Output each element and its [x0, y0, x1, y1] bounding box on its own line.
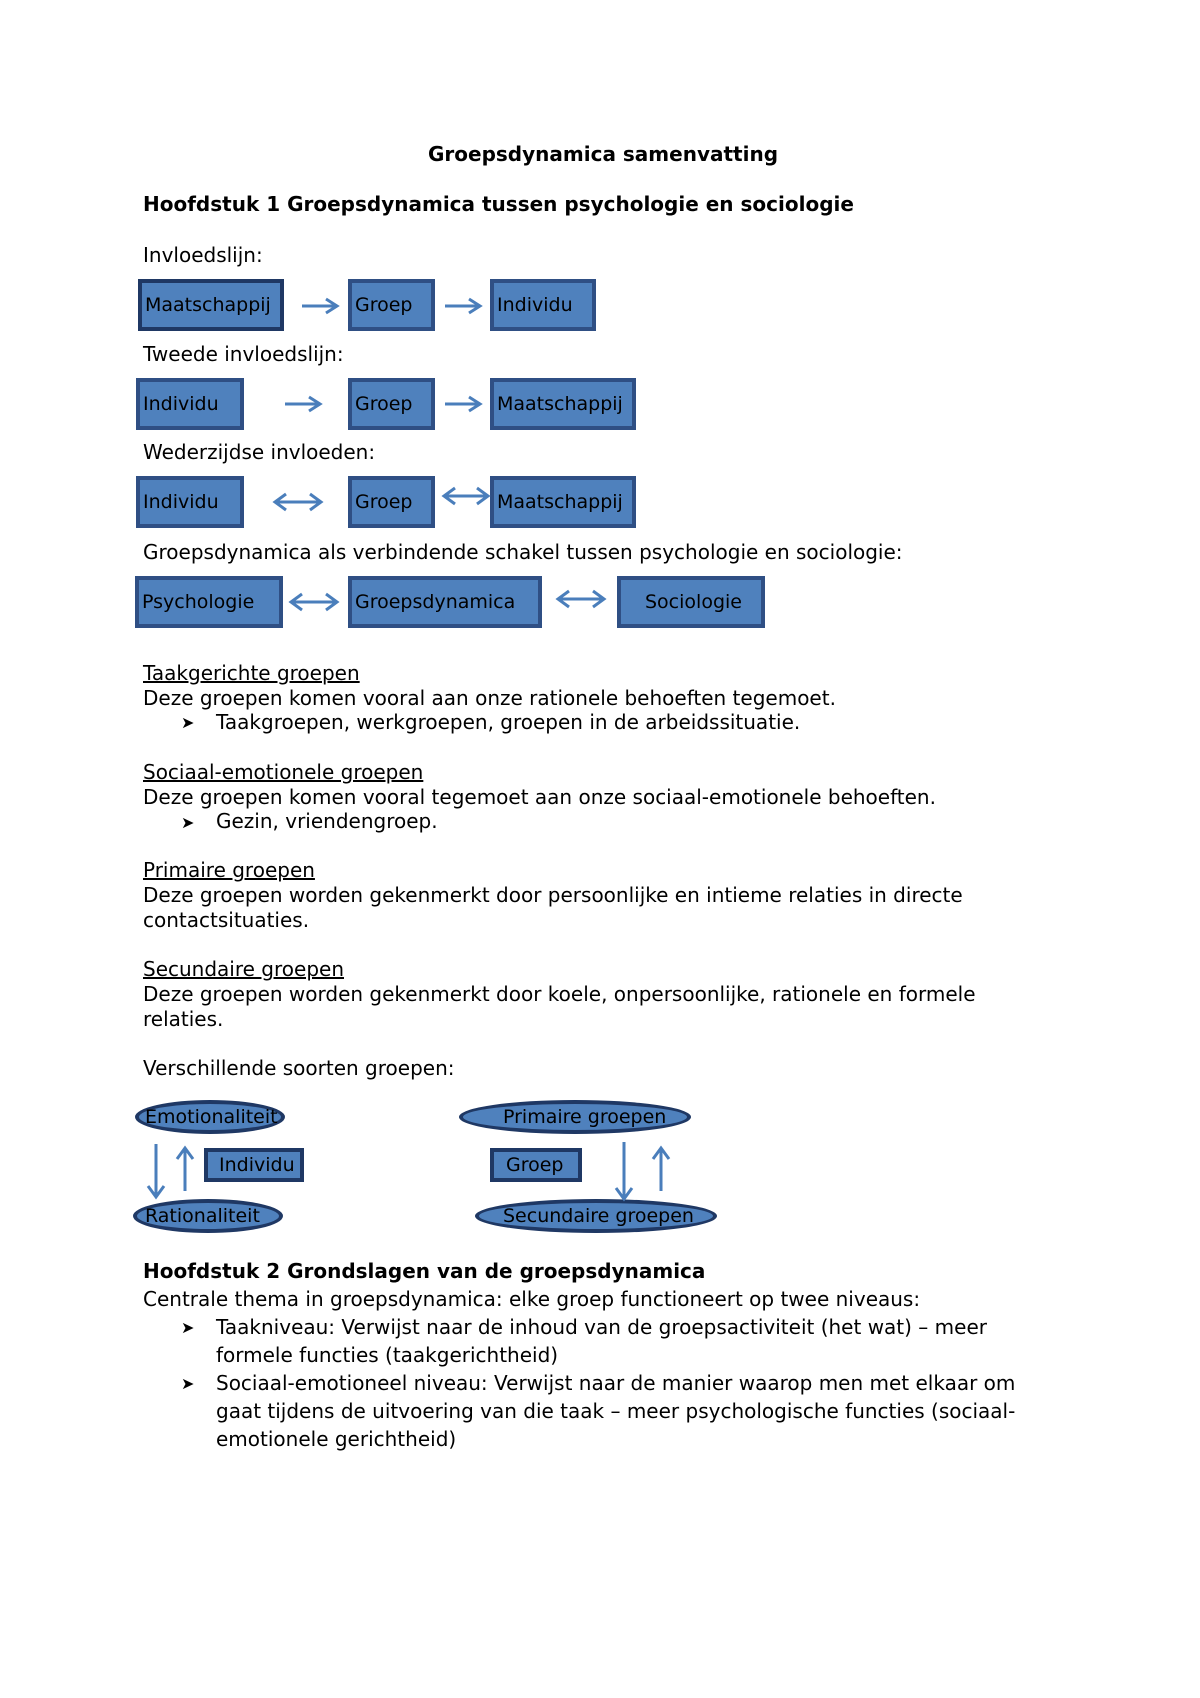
section-heading: Primaire groepen: [143, 858, 315, 882]
double-arrow-icon: [272, 491, 324, 513]
section-heading: Taakgerichte groepen: [143, 661, 360, 685]
right-arrow-icon: [300, 296, 340, 316]
right-arrow-icon: [283, 394, 323, 414]
section-heading: Secundaire groepen: [143, 957, 344, 981]
double-arrow-icon: [288, 591, 340, 613]
bullet-text-continued: emotionele gerichtheid): [216, 1427, 457, 1451]
group-types-label: Verschillende soorten groepen:: [143, 1056, 455, 1080]
section-text: contactsituaties.: [143, 908, 310, 932]
box-individu: Individu: [136, 476, 244, 528]
section-text: Deze groepen worden gekenmerkt door koele, onpersoonlijke, rationele en formele: [143, 982, 976, 1006]
chapter-2-intro: Centrale thema in groepsdynamica: elke groep functioneert op twee niveaus:: [143, 1287, 921, 1311]
influence-line-label: Invloedslijn:: [143, 243, 263, 267]
box-groepsdynamica: Groepsdynamica: [348, 576, 542, 628]
section-text: Deze groepen komen vooral tegemoet aan onze sociaal-emotionele behoeften.: [143, 785, 936, 809]
down-arrow-icon: [145, 1142, 167, 1200]
bullet-text: Taakniveau: Verwijst naar de inhoud van de groepsactiviteit (het wat) – meer: [216, 1315, 987, 1339]
bullet-text: Sociaal-emotioneel niveau: Verwijst naar de manier waarop men met elkaar om: [216, 1371, 1016, 1395]
box-maatschappij: Maatschappij: [138, 279, 284, 331]
box-groep: Groep: [490, 1148, 582, 1182]
section-text: relaties.: [143, 1007, 224, 1031]
chapter-2-heading: Hoofdstuk 2 Grondslagen van de groepsdynamica: [143, 1259, 706, 1283]
bullet-text-continued: formele functies (taakgerichtheid): [216, 1343, 559, 1367]
bullet-text-continued: gaat tijdens de uitvoering van die taak – meer psychologische functies (sociaal-: [216, 1399, 1016, 1423]
oval-secundaire-groepen: Secundaire groepen: [475, 1199, 717, 1233]
box-groep: Groep: [348, 279, 435, 331]
arrowhead-bullet-icon: ➤: [181, 1318, 195, 1337]
box-groep: Groep: [348, 378, 435, 430]
mutual-influences-label: Wederzijdse invloeden:: [143, 440, 376, 464]
section-heading: Sociaal-emotionele groepen: [143, 760, 424, 784]
double-arrow-icon: [555, 588, 607, 610]
section-text: Deze groepen worden gekenmerkt door persoonlijke en intieme relaties in directe: [143, 883, 963, 907]
second-influence-line-label: Tweede invloedslijn:: [143, 342, 344, 366]
box-sociologie: Sociologie: [617, 576, 765, 628]
bullet-text: Taakgroepen, werkgroepen, groepen in de arbeidssituatie.: [216, 710, 801, 734]
right-arrow-icon: [443, 394, 483, 414]
up-arrow-icon: [174, 1145, 196, 1193]
oval-primaire-groepen: Primaire groepen: [459, 1100, 691, 1134]
box-psychologie: Psychologie: [135, 576, 283, 628]
section-text: Deze groepen komen vooral aan onze rationele behoeften tegemoet.: [143, 686, 836, 710]
up-arrow-icon: [650, 1145, 672, 1193]
box-maatschappij: Maatschappij: [490, 476, 636, 528]
box-groep: Groep: [348, 476, 435, 528]
right-arrow-icon: [443, 296, 483, 316]
box-individu: Individu: [136, 378, 244, 430]
down-arrow-icon: [613, 1140, 635, 1202]
box-maatschappij: Maatschappij: [490, 378, 636, 430]
oval-emotionaliteit: Emotionaliteit: [135, 1100, 285, 1134]
connecting-link-label: Groepsdynamica als verbindende schakel tussen psychologie en sociologie:: [143, 540, 903, 564]
arrowhead-bullet-icon: ➤: [181, 1374, 195, 1393]
arrowhead-bullet-icon: ➤: [181, 713, 195, 732]
chapter-1-heading: Hoofdstuk 1 Groepsdynamica tussen psychologie en sociologie: [143, 192, 854, 216]
oval-rationaliteit: Rationaliteit: [133, 1199, 283, 1233]
box-individu: Individu: [490, 279, 596, 331]
box-individu: Individu: [204, 1148, 304, 1182]
double-arrow-icon: [441, 485, 491, 507]
arrowhead-bullet-icon: ➤: [181, 813, 195, 832]
page-title: Groepsdynamica samenvatting: [428, 142, 779, 166]
bullet-text: Gezin, vriendengroep.: [216, 809, 438, 833]
